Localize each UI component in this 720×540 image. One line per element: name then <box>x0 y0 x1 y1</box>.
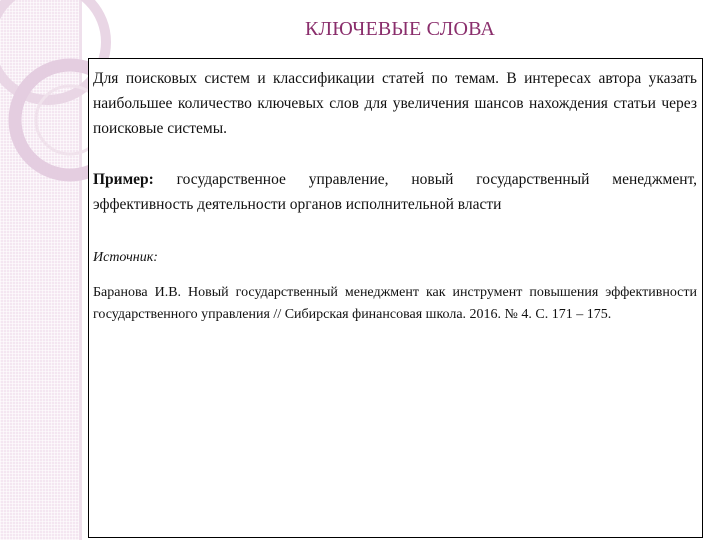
example-label: Пример: <box>93 171 154 188</box>
intro-paragraph: Для поисковых систем и классификации статей по темам. В интересах автора указать наибольшее количество ключевых слов для увеличения шансов нахождения статьи через поисковые системы. <box>93 70 697 137</box>
example-paragraph <box>93 167 697 217</box>
source-label: Источник: <box>93 250 158 265</box>
slide-title: КЛЮЧЕВЫЕ СЛОВА <box>304 18 496 40</box>
content-box <box>88 58 703 538</box>
example-text: государственное управление, новый государственный менеджмент, эффективность деятельности органов исполнительной власти <box>93 171 697 213</box>
source-citation: Баранова И.В. Новый государственный менеджмент как инструмент повышения эффективности государственного управления // Сибирская финансовая школа. 2016. № 4. С. 171 – 175. <box>93 285 697 322</box>
